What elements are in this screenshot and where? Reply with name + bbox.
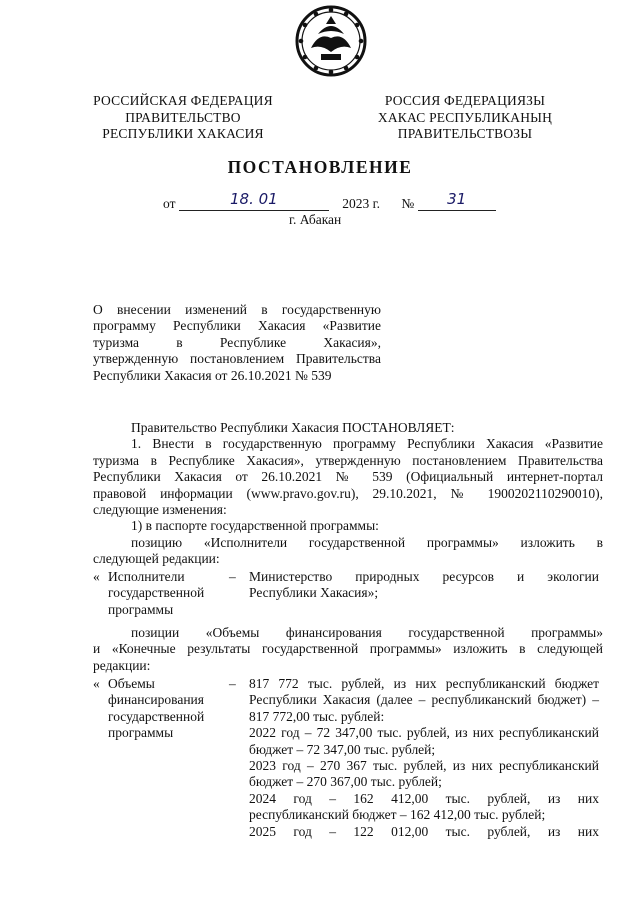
body-text bbox=[93, 420, 603, 568]
body-paragraph-intro: Правительство Республики Хакасия ПОСТАНОВЛЯЕТ: bbox=[131, 420, 455, 435]
table2-value-line: 2022 год – 72 347,00 тыс. рублей, из них республиканский bbox=[249, 725, 599, 741]
body-line: редакции: bbox=[93, 657, 151, 673]
body-line: следующие изменения: bbox=[93, 502, 227, 518]
body-line: и «Конечные результаты государственной программы» изложить в следующей bbox=[93, 641, 603, 657]
body-line: правовой информации (www.pravo.gov.ru), 29.10.2021, № 1900202110290010), bbox=[93, 485, 603, 501]
table2-value-line: Республики Хакасия (далее – республиканский бюджет) – bbox=[249, 692, 599, 708]
table2-value-line: бюджет – 72 347,00 тыс. рублей; bbox=[249, 741, 436, 757]
header-left-line-1: РОССИЙСКАЯ ФЕДЕРАЦИЯ bbox=[93, 93, 273, 108]
table2-label-line: государственной bbox=[108, 708, 205, 724]
from-label: от bbox=[163, 196, 176, 211]
topic-line: Республики Хакасия от 26.10.2021 № 539 bbox=[93, 367, 332, 383]
table2-value-line: 2024 год – 162 412,00 тыс. рублей, из них bbox=[249, 790, 599, 806]
table2-value-line: 817 772,00 тыс. рублей: bbox=[249, 708, 385, 724]
table1-label-line: государственной bbox=[108, 585, 205, 601]
table2-label-line: программы bbox=[108, 725, 174, 741]
table1-label-line: Исполнители bbox=[108, 569, 185, 584]
header-right-line-2: ХАКАС РЕСПУБЛИКАНЫҢ bbox=[377, 109, 553, 125]
topic-block bbox=[93, 302, 381, 384]
city: г. Абакан bbox=[289, 212, 342, 227]
number-label: № bbox=[401, 196, 415, 211]
table2-value-line: 2023 год – 270 367 тыс. рублей, из них республиканский bbox=[249, 758, 599, 774]
table2-label bbox=[108, 676, 204, 742]
body-line: туризма в Республике Хакасия», утвержденную постановлением Правительства bbox=[93, 452, 603, 468]
table2-value-line: 817 772 тыс. рублей, из них республиканский бюджет bbox=[249, 676, 599, 691]
coat-of-arms-emblem bbox=[294, 4, 368, 78]
body-line: позиции «Объемы финансирования государственной программы» bbox=[131, 625, 603, 640]
table2-value bbox=[249, 676, 599, 840]
date-handwritten: 18. 01 bbox=[230, 190, 278, 208]
date-field bbox=[179, 190, 329, 211]
header-left-line-3: РЕСПУБЛИКИ ХАКАСИЯ bbox=[102, 126, 264, 141]
header-left-line-2: ПРАВИТЕЛЬСТВО bbox=[125, 109, 241, 125]
table1-value bbox=[249, 569, 599, 602]
body-line: следующей редакции: bbox=[93, 551, 220, 567]
table1-value-line: Республики Хакасия»; bbox=[249, 585, 379, 601]
header-right-line-3: ПРАВИТЕЛЬСТВОЗЫ bbox=[397, 126, 533, 141]
table1-dash: – bbox=[229, 569, 236, 584]
table2-quote: « bbox=[93, 676, 100, 691]
date-number-line bbox=[163, 190, 496, 212]
table2-dash: – bbox=[229, 676, 236, 691]
table2-label-line: финансирования bbox=[108, 692, 204, 708]
topic-line: программу Республики Хакасия «Развитие bbox=[93, 318, 381, 334]
header-right-line-1: РОССИЯ ФЕДЕРАЦИЯЗЫ bbox=[384, 93, 546, 108]
body-line: Республики Хакасия от 26.10.2021 № 539 (Официальный интернет-портал bbox=[93, 469, 603, 485]
table1-label bbox=[108, 569, 204, 618]
table2-value-line: 2025 год – 122 012,00 тыс. рублей, из них bbox=[249, 823, 599, 839]
topic-line: О внесении изменений в государственную bbox=[93, 302, 381, 317]
topic-line: утвержденную постановлением Правительства bbox=[93, 351, 381, 367]
number-field bbox=[418, 190, 496, 211]
header-left bbox=[78, 93, 288, 143]
body-line: 1) в паспорте государственной программы: bbox=[131, 518, 379, 534]
table2-value-line: республиканский бюджет – 162 412,00 тыс. рублей; bbox=[249, 807, 546, 823]
body-text-2 bbox=[93, 625, 603, 674]
table1-label-line: программы bbox=[108, 601, 174, 617]
table1-quote: « bbox=[93, 569, 100, 584]
body-line: позицию «Исполнители государственной программы» изложить в bbox=[131, 534, 603, 550]
year-label: 2023 г. bbox=[342, 196, 380, 211]
number-handwritten: 31 bbox=[447, 190, 467, 208]
document-title: ПОСТАНОВЛЕНИЕ bbox=[227, 157, 413, 177]
header-right bbox=[360, 93, 570, 143]
table2-label-line: Объемы bbox=[108, 676, 155, 691]
table1-value-line: Министерство природных ресурсов и экологии bbox=[249, 569, 599, 584]
body-line: 1. Внести в государственную программу Республики Хакасия «Развитие bbox=[131, 436, 603, 452]
topic-line: туризма в Республике Хакасия», bbox=[93, 334, 381, 350]
table2-value-line: бюджет – 270 367,00 тыс. рублей; bbox=[249, 774, 442, 790]
